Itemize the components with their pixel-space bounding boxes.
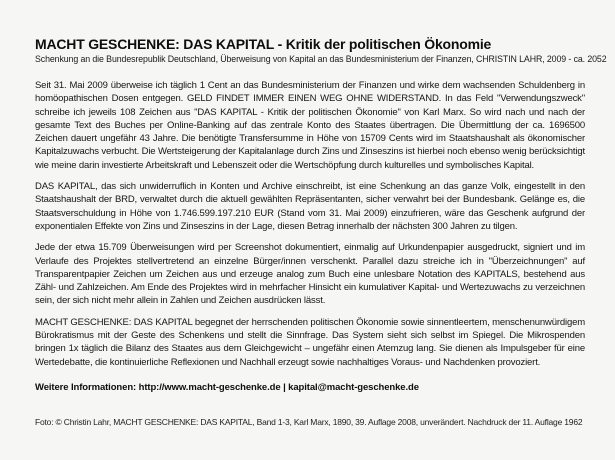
document-title: MACHT GESCHENKE: DAS KAPITAL - Kritik der politischen Ökonomie <box>35 36 492 52</box>
document-body <box>35 79 585 369</box>
paragraph-das-kapital-gift: DAS KAPITAL, das sich unwiderruflich in Konten und Archive einschreibt, ist eine Schenkung an das ganze Volk, eingestellt in den Staatshaushalt der BRD, verwaltet durch die aktuell gewählten Repräsentanten, sicher verwahrt bei der Bundesbank. Gelänge es, die Staatsverschuldung in Höhe von 1.746.599.197.210 EUR (Stand vom 31. Mai 2009) einzufrieren, wäre das Geschenk aufgrund der exponentialen Effekte von Zins und Zinseszins in der Lage, diesen Betrag innerhalb der nächsten 300 Jahren zu tilgen. <box>35 181 585 232</box>
paragraph-transfers-documentation: Jede der etwa 15.709 Überweisungen wird per Screenshot dokumentiert, einmalig auf Urkundenpapier ausgedruckt, signiert und im Verlaufe des Projektes stellvertretend an einzelne Bürger/innen verschenkt. Parallel dazu streiche ich in "Überzeichnungen" auf Transparentpapier Zeichen um Zeichen aus und erzeuge analog zum Buch eine unlesbare Notation des KAPITALS, bestehend aus Zähl- und Zahlzeichen. Am Ende des Projektes wird in mehrfacher Hinsicht ein kumulativer Kapital- und Wertezuwachs zu verzeichnen sein, der sich nicht mehr allein in Zahlen und Zeichen ausdrücken lässt. <box>35 242 585 307</box>
paragraph-macht-geschenke-statement: MACHT GESCHENKE: DAS KAPITAL begegnet der herrschenden politischen Ökonomie sowie sinnentleertem, menschenunwürdigem Bürokratismus mit der Geste des Schenkens und stellt die Sinnfrage. Das System sieht sich selbst im Spiegel. Die Mikrospenden bringen 1x täglich die Bilanz des Staates aus dem Gleichgewicht – ungefähr einen Atemzug lang. Sie dienen als Impulsgeber für eine Wertedebatte, die kontinuierliche Reflexionen und Nachhall erzeugt sowie nachhaltiges Voraus- und Nachdenken provoziert. <box>35 316 585 368</box>
contact-info-line: Weitere Informationen: http://www.macht-geschenke.de | kapital@macht-geschenke.de <box>35 381 419 393</box>
paragraph-project-description: Seit 31. Mai 2009 überweise ich täglich 1 Cent an das Bundesministerium der Finanzen und wirke dem wachsenden Schuldenberg in homöopathischen Dosen entgegen. GELD FINDET IMMER EINEN WEG OHNE WIDERSTAND. In das Feld "Verwendungszweck" schreibe ich jeweils 108 Zeichen aus "DAS KAPITAL - Kritik der politischen Ökonomie" von Karl Marx. So wird nach und nach der gesamte Text des Buches per Online-Banking auf das zentrale Konto des Staates übertragen. Die Übermittlung der ca. 1696500 Zeichen dauert ungefähr 43 Jahre. Die benötigte Transfersumme in Höhe von 15709 Cents wird im Staatshaushalt als ökonomischer Kapitalzuwachs verbucht. Die Wertsteigerung der Kapitalanlage durch Zins und Zinseszins ist hierbei noch ebenso wenig berücksichtigt wie meine darin investierte Arbeitskraft und Lebenszeit oder die Wertschöpfung durch kulturelles und symbolisches Kapital. <box>35 80 585 171</box>
document-subtitle: Schenkung an die Bundesrepublik Deutschland, Überweisung von Kapital an das Bundesministerium der Finanzen, CHRISTIN LAHR, 2009 - ca. 2052 <box>35 54 607 64</box>
photo-credit-line: Foto: © Christin Lahr, MACHT GESCHENKE: DAS KAPITAL, Band 1-3, Karl Marx, 1890, 39. Auflage 2008, unverändert. Nachdruck der 11. Auflage 1962 <box>35 416 583 427</box>
